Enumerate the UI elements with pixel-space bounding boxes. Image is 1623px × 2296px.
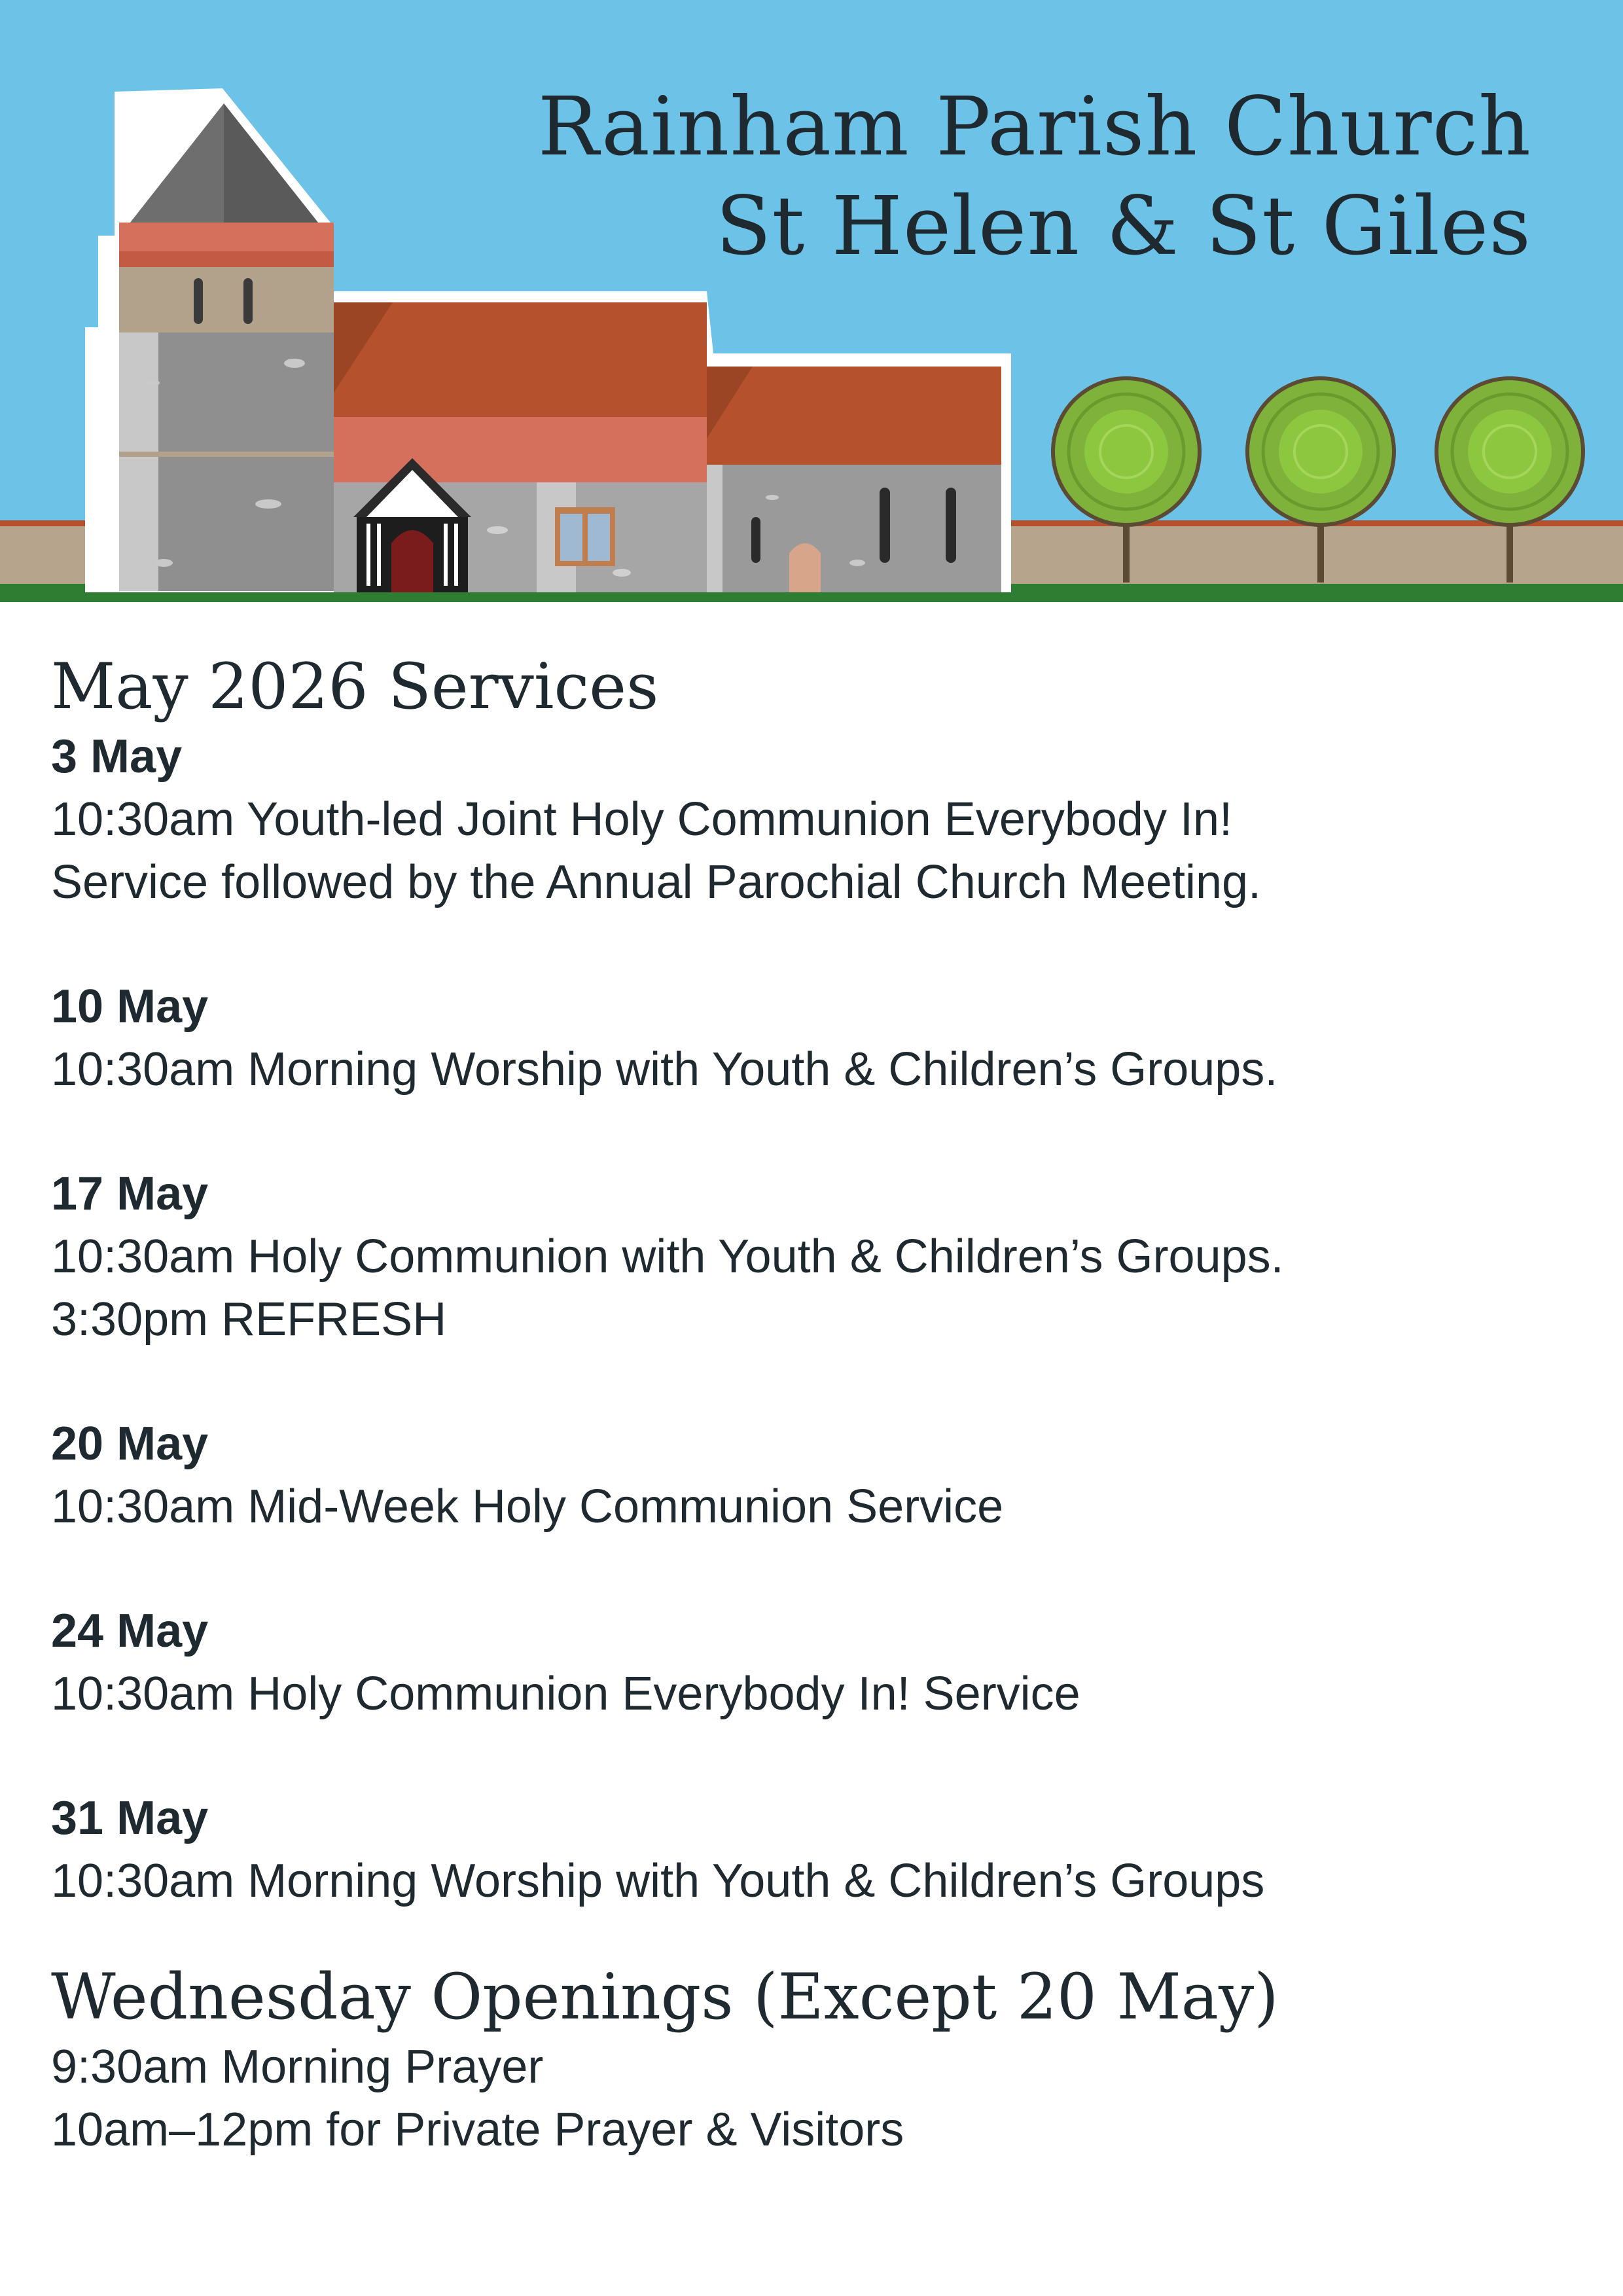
service-date: 17 May — [51, 1168, 209, 1220]
service-entry — [51, 975, 1576, 1101]
church-title — [538, 77, 1531, 276]
wednesday-heading: Wednesday Openings (Except 20 May) — [51, 1960, 1279, 2034]
church-title-line: St Helen & St Giles — [715, 179, 1531, 274]
services-content — [51, 648, 1576, 2161]
wednesday-detail: 10am–12pm for Private Prayer & Visitors — [51, 2104, 904, 2156]
service-detail: 10:30am Holy Communion with Youth & Children’s Groups. — [51, 1230, 1284, 1283]
service-entry — [51, 1162, 1576, 1351]
service-detail: 10:30am Holy Communion Everybody In! Service — [51, 1668, 1080, 1720]
service-entry — [51, 1787, 1576, 1912]
service-detail: 10:30am Youth-led Joint Holy Communion Everybody In! — [51, 793, 1233, 846]
header-banner — [0, 0, 1623, 602]
service-entry — [51, 1600, 1576, 1725]
service-date: 10 May — [51, 980, 209, 1033]
service-detail: 3:30pm REFRESH — [51, 1293, 447, 1346]
service-entry — [51, 725, 1576, 914]
service-detail: 10:30am Morning Worship with Youth & Children’s Groups. — [51, 1043, 1278, 1096]
church-title-line: Rainham Parish Church — [537, 80, 1531, 174]
wednesday-detail: 9:30am Morning Prayer — [51, 2041, 544, 2093]
service-date: 3 May — [51, 730, 183, 783]
service-detail: Service followed by the Annual Parochial Church Meeting. — [51, 856, 1262, 908]
service-detail: 10:30am Mid-Week Holy Communion Service — [51, 1480, 1004, 1533]
service-date: 24 May — [51, 1605, 209, 1657]
service-detail: 10:30am Morning Worship with Youth & Children’s Groups — [51, 1855, 1265, 1907]
services-heading: May 2026 Services — [51, 650, 659, 723]
service-date: 20 May — [51, 1418, 209, 1470]
service-date: 31 May — [51, 1792, 209, 1844]
service-entry — [51, 1412, 1576, 1538]
